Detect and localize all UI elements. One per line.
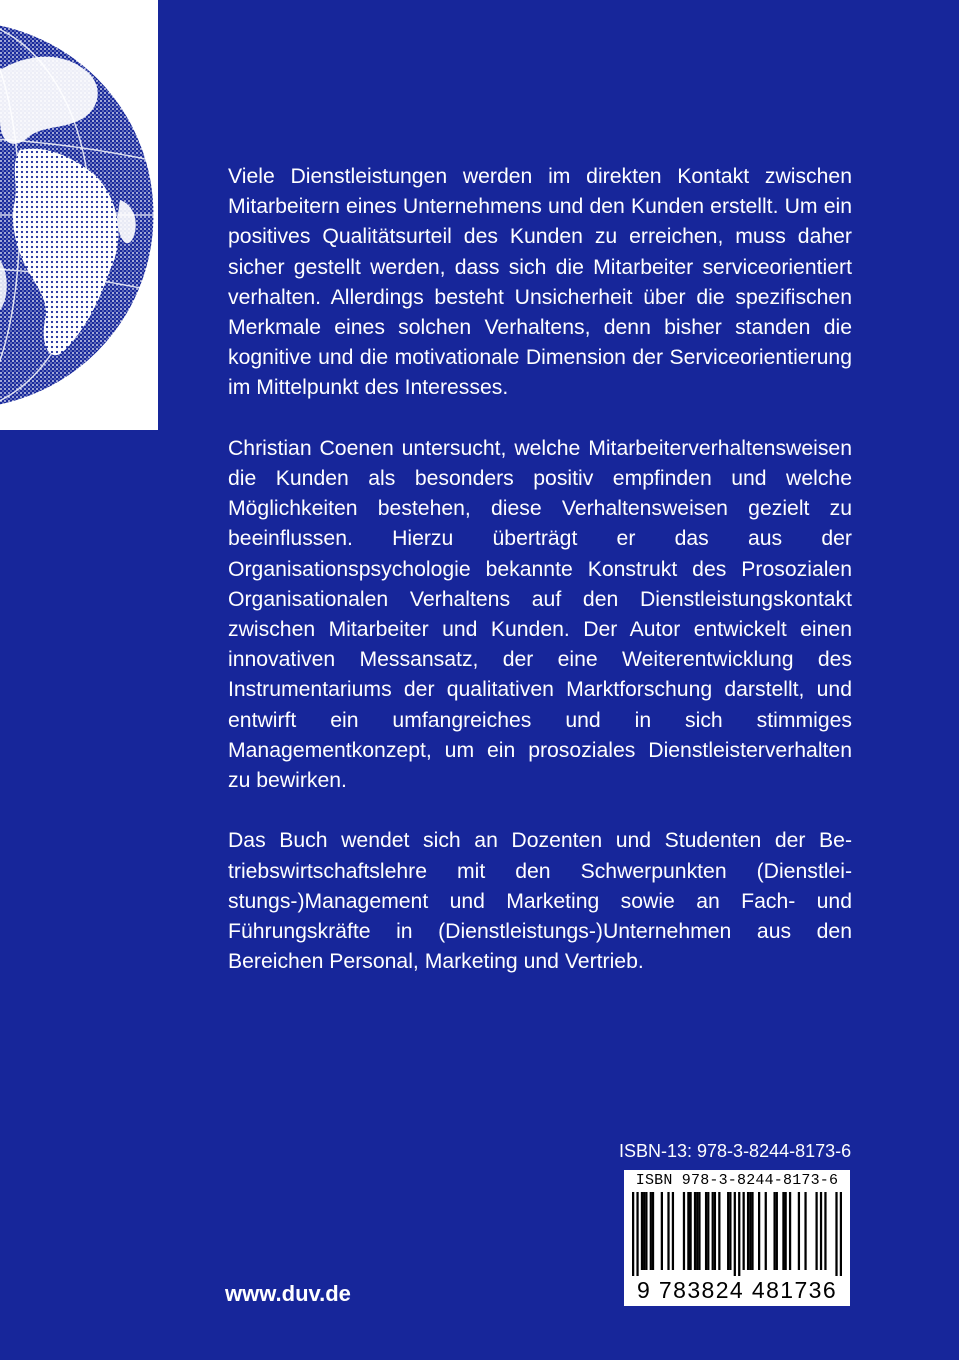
- barcode-bar: [738, 1192, 740, 1276]
- barcode-bar: [643, 1192, 645, 1270]
- blurb-paragraph-3: Das Buch wendet sich an Dozenten und Studenten der Betriebswirtschaftslehre mit den Schwerpunkten (Dienstleistungs-)Management und Marketing sowie an Fach- und Führungskräfte in (Dienstleistungs-)Unternehmen aus den Bereichen Personal, Marketing und Vertrieb.: [228, 829, 852, 974]
- barcode-bar: [636, 1192, 638, 1276]
- barcode-bar: [765, 1192, 767, 1270]
- barcode-bar: [645, 1192, 647, 1270]
- barcode-bar: [696, 1192, 698, 1270]
- barcode-bar: [773, 1192, 775, 1270]
- barcode-bar: [824, 1192, 826, 1270]
- publisher-website: www.duv.de: [225, 1281, 351, 1306]
- barcode-bar: [747, 1192, 749, 1270]
- barcode-bar: [707, 1192, 709, 1270]
- barcode-bars: [632, 1192, 842, 1276]
- barcode-bar: [632, 1192, 634, 1276]
- barcode-bar: [650, 1192, 652, 1270]
- barcode-bar: [743, 1192, 745, 1270]
- barcode-bar: [687, 1192, 689, 1270]
- barcode-bar: [835, 1192, 837, 1276]
- globe-icon: [0, 0, 158, 430]
- barcode: [624, 1170, 850, 1306]
- blurb-text: [228, 162, 852, 977]
- barcode-bar: [714, 1192, 716, 1270]
- barcode-bar: [840, 1192, 842, 1276]
- barcode-bar: [712, 1192, 714, 1270]
- barcode-bar: [820, 1192, 822, 1270]
- barcode-bar: [785, 1192, 787, 1270]
- barcode-bar: [727, 1192, 729, 1270]
- barcode-bar: [749, 1192, 751, 1270]
- barcode-bar: [698, 1192, 700, 1270]
- barcode-bar: [751, 1192, 753, 1270]
- barcode-bar: [798, 1192, 800, 1270]
- barcode-bar: [694, 1192, 696, 1270]
- barcode-bar: [789, 1192, 791, 1270]
- barcode-bar: [689, 1192, 691, 1270]
- blurb-paragraph-2: Christian Coenen untersucht, welche Mitarbeiterverhaltensweisen die Kunden als besonders positiv empfinden und welche Möglichkeiten bestehen, diese Verhaltensweisen gezielt zu beeinflussen. Hierzu überträgt er das aus der Organisationspsychologie bekannte Konstrukt des Prosozialen Organisationalen Verhaltens auf den Dienstleistungskontakt zwischen Mitarbeiter und Kunden. Der Autor entwickelt einen innovativen Messansatz, der eine Weiterentwicklung des Instrumentariums der qualitativen Marktforschung darstellt, und entwirft ein umfangreiches und in sich stimmiges Managementkonzept, um ein prosoziales Dienstleisterverhalten zu bewirken.: [228, 436, 852, 793]
- barcode-bar: [815, 1192, 817, 1270]
- barcode-bar: [804, 1192, 806, 1270]
- barcode-bar: [729, 1192, 731, 1270]
- barcode-bar: [758, 1192, 760, 1270]
- barcode-bar: [667, 1192, 669, 1270]
- barcode-isbn-text: ISBN 978-3-8244-8173-6: [635, 1172, 839, 1189]
- blurb-paragraph-1: Viele Dienstleistungen werden im direkten Kontakt zwischen Mitarbeitern eines Unternehmens und den Kunden erstellt. Um ein positives Qualitätsurteil des Kunden zu erreichen, muss daher sicher gestellt werden, dass sich die Mitarbeiter serviceorientiert verhalten. Allerdings besteht Unsicherheit über die spezifischen Merkmale eines solchen Verhaltens, denn bisher standen die kognitive und die motivationale Dimension der Serviceorientierung im Mittelpunkt des Interesses.: [228, 165, 852, 400]
- barcode-bar: [705, 1192, 707, 1270]
- barcode-bar: [776, 1192, 778, 1270]
- barcode-bar: [734, 1192, 736, 1276]
- barcode-bar: [661, 1192, 663, 1270]
- barcode-digits: 9 783824 481736: [636, 1277, 838, 1303]
- isbn-label: ISBN-13: 978-3-8244-8173-6: [619, 1141, 852, 1161]
- barcode-bar: [782, 1192, 784, 1270]
- barcode-bar: [683, 1192, 685, 1270]
- globe-illustration: [0, 0, 158, 430]
- barcode-bar: [652, 1192, 654, 1270]
- barcode-bar: [672, 1192, 674, 1270]
- barcode-bar: [718, 1192, 720, 1270]
- barcode-bar: [641, 1192, 643, 1270]
